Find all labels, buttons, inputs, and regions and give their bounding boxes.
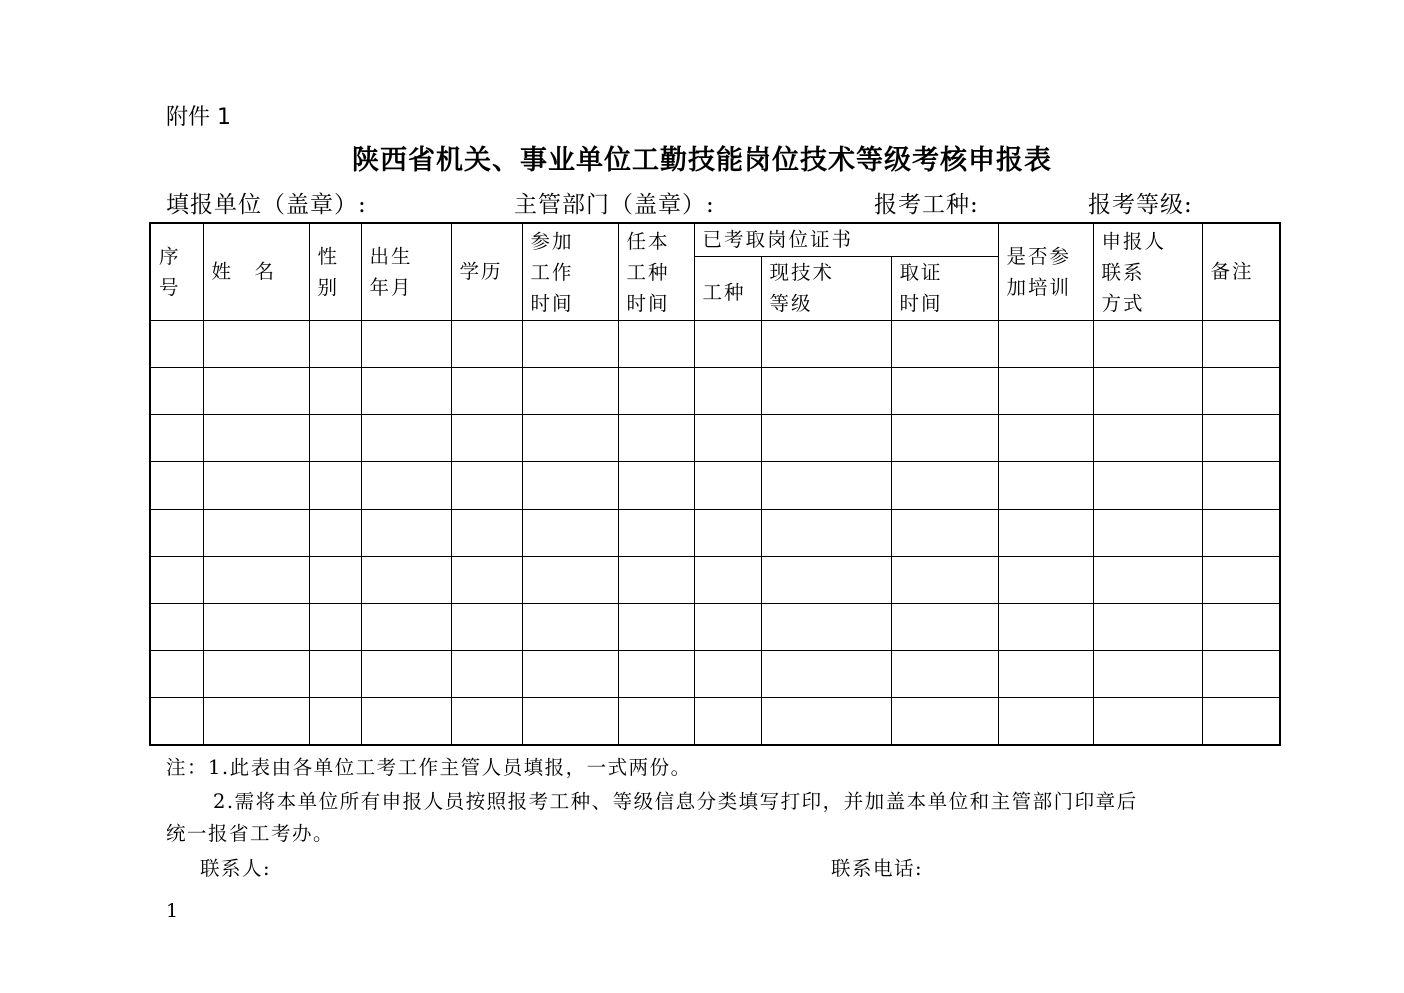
table-cell[interactable] (451, 368, 522, 415)
supervising-department-label: 主管部门（盖章）: (514, 192, 715, 218)
table-cell[interactable] (522, 651, 618, 698)
table-cell[interactable] (761, 415, 891, 462)
contact-phone-label: 联系电话: (831, 857, 924, 880)
table-cell[interactable] (361, 651, 451, 698)
table-cell[interactable] (150, 415, 203, 462)
table-cell[interactable] (1202, 320, 1280, 367)
header-remarks: 备注 (1202, 223, 1280, 320)
header-gender: 性 别 (309, 223, 361, 320)
header-cert-type: 工种 (694, 256, 761, 320)
table-cell[interactable] (522, 603, 618, 650)
table-cell[interactable] (309, 698, 361, 745)
table-cell[interactable] (150, 462, 203, 509)
table-cell[interactable] (694, 509, 761, 556)
table-cell[interactable] (998, 509, 1093, 556)
table-cell[interactable] (694, 415, 761, 462)
table-cell[interactable] (998, 698, 1093, 745)
table-cell[interactable] (891, 603, 998, 650)
table-cell[interactable] (1202, 415, 1280, 462)
table-cell[interactable] (618, 415, 694, 462)
table-cell[interactable] (451, 698, 522, 745)
table-cell[interactable] (522, 415, 618, 462)
table-cell[interactable] (1093, 651, 1202, 698)
table-cell[interactable] (998, 651, 1093, 698)
table-cell[interactable] (1093, 556, 1202, 603)
table-cell[interactable] (150, 698, 203, 745)
table-cell[interactable] (361, 462, 451, 509)
table-cell[interactable] (361, 368, 451, 415)
table-cell[interactable] (309, 556, 361, 603)
table-cell[interactable] (998, 462, 1093, 509)
table-cell[interactable] (309, 603, 361, 650)
table-cell[interactable] (1093, 415, 1202, 462)
table-cell[interactable] (522, 320, 618, 367)
table-cell[interactable] (203, 509, 309, 556)
table-cell[interactable] (522, 368, 618, 415)
table-cell[interactable] (1093, 462, 1202, 509)
table-cell[interactable] (761, 603, 891, 650)
header-birth: 出生 年月 (361, 223, 451, 320)
table-cell[interactable] (451, 556, 522, 603)
table-cell[interactable] (998, 603, 1093, 650)
table-cell[interactable] (761, 462, 891, 509)
table-cell[interactable] (618, 556, 694, 603)
attachment-label: 附件 1 (166, 105, 231, 130)
table-cell[interactable] (761, 698, 891, 745)
table-cell[interactable] (451, 462, 522, 509)
table-cell[interactable] (998, 415, 1093, 462)
table-cell[interactable] (998, 368, 1093, 415)
table-cell[interactable] (309, 320, 361, 367)
header-cert-time: 取证 时间 (891, 256, 998, 320)
header-work-start: 参加 工作 时间 (522, 223, 618, 320)
table-row (150, 651, 1280, 698)
table-cell[interactable] (451, 509, 522, 556)
table-cell[interactable] (150, 368, 203, 415)
application-table (149, 222, 1281, 746)
table-cell[interactable] (998, 556, 1093, 603)
table-cell[interactable] (618, 651, 694, 698)
table-cell[interactable] (361, 698, 451, 745)
table-cell[interactable] (203, 556, 309, 603)
table-row (150, 698, 1280, 745)
table-cell[interactable] (761, 556, 891, 603)
table-cell[interactable] (203, 698, 309, 745)
table-row (150, 556, 1280, 603)
table-cell[interactable] (203, 603, 309, 650)
table-cell[interactable] (361, 320, 451, 367)
table-cell[interactable] (618, 698, 694, 745)
table-cell[interactable] (618, 320, 694, 367)
header-name: 姓 名 (203, 223, 309, 320)
table-cell[interactable] (891, 320, 998, 367)
table-cell[interactable] (203, 651, 309, 698)
table-cell[interactable] (891, 462, 998, 509)
table-cell[interactable] (361, 509, 451, 556)
table-row (150, 320, 1280, 367)
table-cell[interactable] (451, 603, 522, 650)
table-cell[interactable] (618, 603, 694, 650)
table-cell[interactable] (694, 603, 761, 650)
header-contact: 申报人 联系 方式 (1093, 223, 1202, 320)
table-cell[interactable] (891, 509, 998, 556)
table-cell[interactable] (761, 651, 891, 698)
table-cell[interactable] (1093, 320, 1202, 367)
table-cell[interactable] (694, 462, 761, 509)
table-cell[interactable] (451, 651, 522, 698)
table-cell[interactable] (891, 415, 998, 462)
contact-person-label: 联系人: (200, 857, 272, 880)
table-cell[interactable] (891, 651, 998, 698)
table-row (150, 415, 1280, 462)
table-cell[interactable] (1202, 368, 1280, 415)
table-row (150, 603, 1280, 650)
table-cell[interactable] (361, 415, 451, 462)
table-cell[interactable] (150, 320, 203, 367)
table-cell[interactable] (522, 509, 618, 556)
table-cell[interactable] (309, 368, 361, 415)
header-cert-group: 已考取岗位证书 (694, 223, 998, 256)
table-cell[interactable] (522, 462, 618, 509)
table-cell[interactable] (694, 651, 761, 698)
table-cell[interactable] (694, 556, 761, 603)
table-cell[interactable] (361, 603, 451, 650)
table-cell[interactable] (761, 320, 891, 367)
note-line-3: 统一报省工考办。 (166, 822, 335, 845)
table-cell[interactable] (309, 509, 361, 556)
table-cell[interactable] (150, 651, 203, 698)
table-cell[interactable] (451, 320, 522, 367)
table-row (150, 368, 1280, 415)
table-cell[interactable] (1202, 556, 1280, 603)
form-title: 陕西省机关、事业单位工勤技能岗位技术等级考核申报表 (352, 145, 1052, 176)
table-cell[interactable] (150, 509, 203, 556)
job-type-label: 报考工种: (874, 192, 979, 218)
table-cell[interactable] (522, 556, 618, 603)
header-cert-level: 现技术 等级 (761, 256, 891, 320)
table-cell[interactable] (1093, 698, 1202, 745)
note-line-1: 注：1.此表由各单位工考工作主管人员填报，一式两份。 (166, 756, 692, 779)
table-cell[interactable] (1202, 462, 1280, 509)
table-cell[interactable] (150, 603, 203, 650)
table-cell[interactable] (761, 509, 891, 556)
table-row (150, 509, 1280, 556)
table-cell[interactable] (891, 556, 998, 603)
table-cell[interactable] (1202, 651, 1280, 698)
table-cell[interactable] (203, 320, 309, 367)
table-cell[interactable] (309, 462, 361, 509)
table-cell[interactable] (694, 368, 761, 415)
header-current-job-time: 任本 工种 时间 (618, 223, 694, 320)
table-cell[interactable] (309, 651, 361, 698)
table-cell[interactable] (694, 698, 761, 745)
table-cell[interactable] (1093, 603, 1202, 650)
table-cell[interactable] (618, 509, 694, 556)
table-cell[interactable] (891, 368, 998, 415)
table-cell[interactable] (998, 320, 1093, 367)
page-number: 1 (166, 900, 179, 922)
header-seq: 序 号 (150, 223, 203, 320)
table-cell[interactable] (203, 368, 309, 415)
table-cell[interactable] (150, 556, 203, 603)
table-cell[interactable] (1093, 509, 1202, 556)
table-cell[interactable] (891, 698, 998, 745)
table-cell[interactable] (1202, 603, 1280, 650)
table-cell[interactable] (451, 415, 522, 462)
table-cell[interactable] (203, 415, 309, 462)
table-cell[interactable] (1093, 368, 1202, 415)
table-cell[interactable] (1202, 698, 1280, 745)
table-cell[interactable] (618, 462, 694, 509)
table-cell[interactable] (1202, 509, 1280, 556)
table-cell[interactable] (618, 368, 694, 415)
table-cell[interactable] (694, 320, 761, 367)
table-cell[interactable] (361, 556, 451, 603)
filing-unit-label: 填报单位（盖章）: (166, 192, 367, 218)
exam-level-label: 报考等级: (1088, 192, 1193, 218)
table-cell[interactable] (761, 368, 891, 415)
table-body (150, 320, 1280, 745)
note-line-2: 2.需将本单位所有申报人员按照报考工种、等级信息分类填写打印，并加盖本单位和主管部门印章后 (213, 790, 1138, 813)
table-cell[interactable] (203, 462, 309, 509)
table-row (150, 462, 1280, 509)
header-education: 学历 (451, 223, 522, 320)
header-training: 是否参 加培训 (998, 223, 1093, 320)
table-cell[interactable] (522, 698, 618, 745)
table-cell[interactable] (309, 415, 361, 462)
